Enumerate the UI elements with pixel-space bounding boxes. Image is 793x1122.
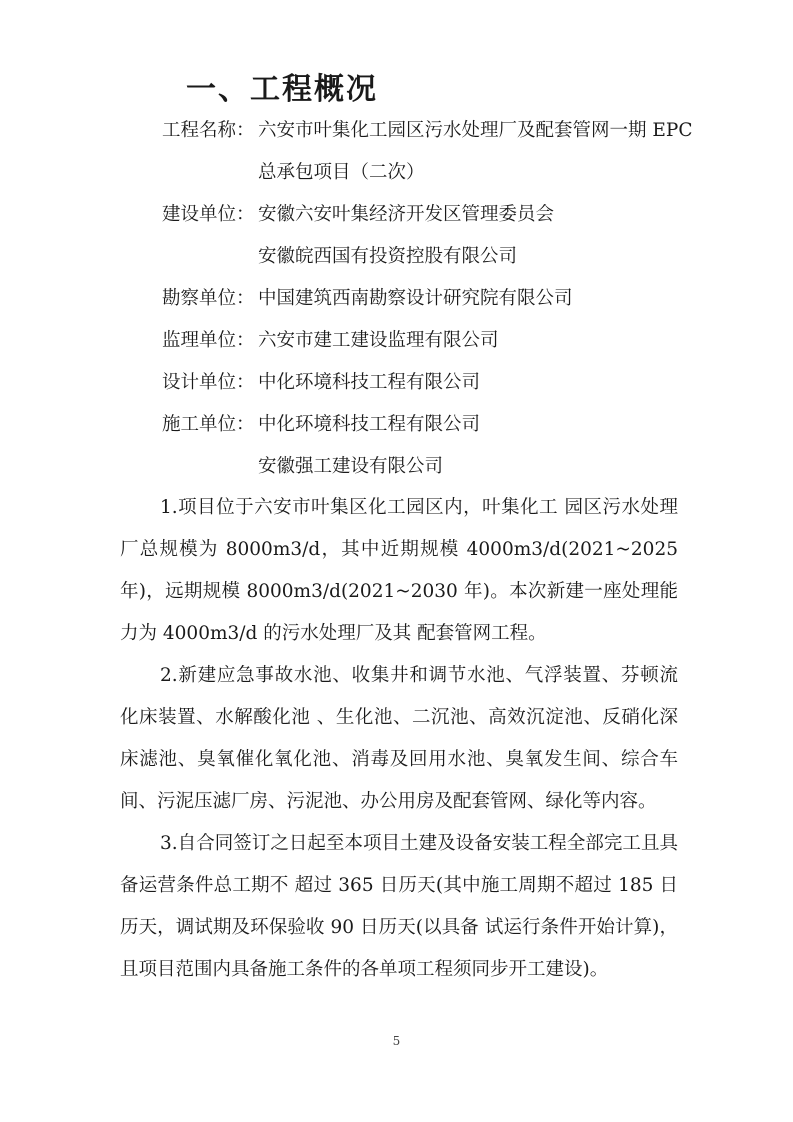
construction-value-2: 安徽强工建设有限公司 <box>258 456 444 477</box>
owner-value-2: 安徽皖西国有投资控股有限公司 <box>258 246 518 267</box>
supervision-value: 六安市建工建设监理有限公司 <box>258 330 499 351</box>
owner-label: 建设单位： <box>162 204 255 225</box>
paragraph-1: 1.项目位于六安市叶集区化工园区内，叶集化工 园区污水处理厂总规模为 8000m3/d，其中近期规模 4000m3/d(2021~2025 年)，远期规模 8000m3/d(2021~2030 年)。本次新建一座处理能力为 4000m3/d 的污水处理厂及其 配套管网工程。 <box>120 497 678 644</box>
page-number: 5 <box>392 1034 401 1048</box>
project-name-label: 工程名称： <box>162 120 255 141</box>
project-name-value-2: 总承包项目（二次） <box>258 162 425 183</box>
paragraph-3: 3.自合同签订之日起至本项目土建及设备安装工程全部完工且具备运营条件总工期不 超过 365 日历天(其中施工周期不超过 185 日历天，调试期及环保验收 90 日历天(以具备 试运行条件开始计算)，且项目范围内具备施工条件的各单项工程须同步开工建设)。 <box>120 833 678 980</box>
project-name-value: 六安市叶集化工园区污水处理厂及配套管网一期 EPC <box>258 120 693 141</box>
design-value: 中化环境科技工程有限公司 <box>258 372 481 393</box>
owner-value: 安徽六安叶集经济开发区管理委员会 <box>258 204 555 225</box>
construction-value: 中化环境科技工程有限公司 <box>258 414 481 435</box>
paragraph-2: 2.新建应急事故水池、收集井和调节水池、气浮装置、芬顿流 化床装置、水解酸化池 、生化池、二沉池、高效沉淀池、反硝化深床滤池、臭氧催化氧化池、消毒及回用水池、臭氧发生间、综合车间、污泥压滤厂房、污泥池、办公用房及配套管网、绿化等内容。 <box>120 665 678 812</box>
survey-label: 勘察单位： <box>162 288 255 309</box>
section-heading: 一、工程概况 <box>186 72 378 107</box>
construction-label: 施工单位： <box>162 414 255 435</box>
supervision-label: 监理单位： <box>162 330 255 351</box>
design-label: 设计单位： <box>162 372 255 393</box>
survey-value: 中国建筑西南勘察设计研究院有限公司 <box>258 288 573 309</box>
